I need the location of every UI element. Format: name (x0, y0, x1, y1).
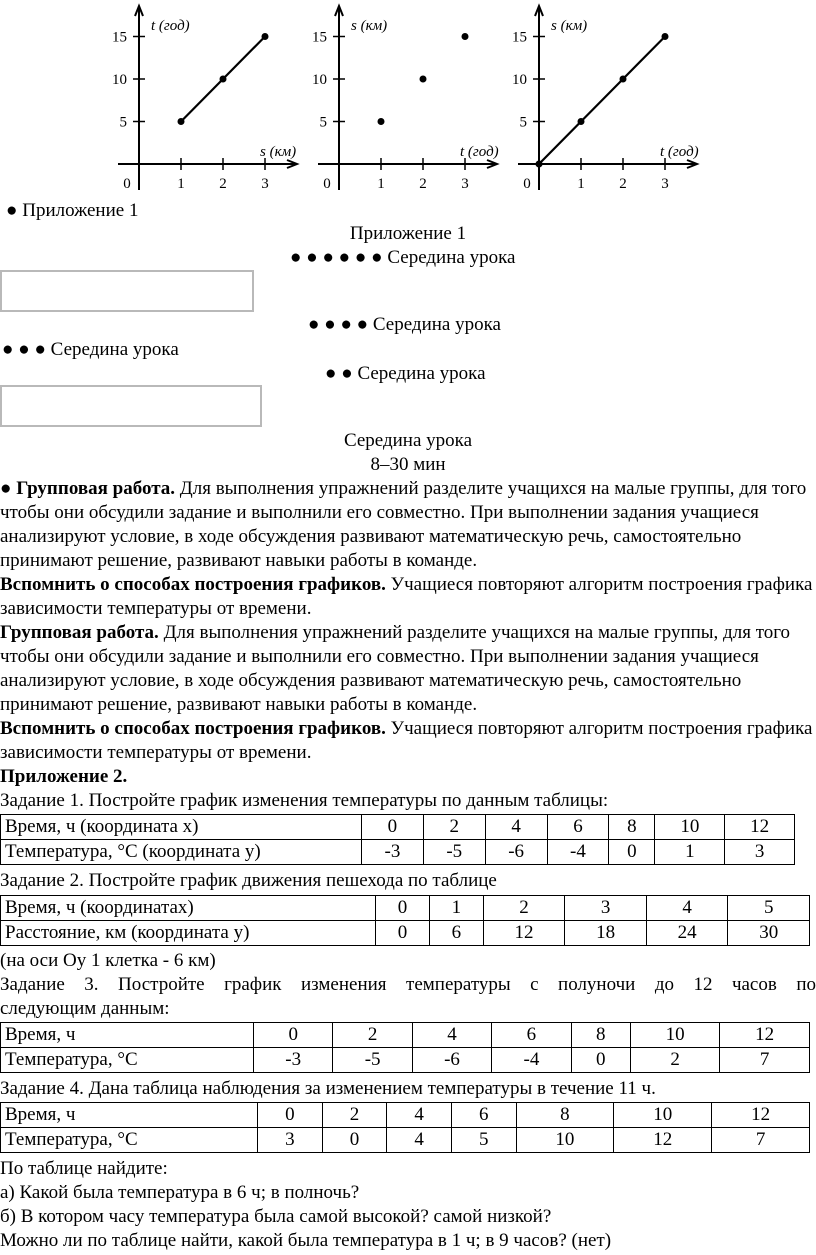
table-cell: 12 (712, 1103, 810, 1128)
task2-title: Задание 2. Постройте график движения пешехода по таблице (0, 870, 497, 891)
data-point (620, 76, 627, 83)
table-cell: -5 (423, 840, 485, 865)
data-point (662, 33, 669, 40)
graph-2-content (312, 6, 499, 192)
table-cell: 0 (571, 1048, 630, 1073)
x-tick-label: 2 (619, 176, 627, 192)
x-tick-label: 0 (323, 176, 331, 192)
table-cell: 10 (516, 1128, 614, 1153)
table-cell: 1 (655, 840, 725, 865)
table-cell: 4 (646, 896, 728, 921)
data-point (262, 33, 269, 40)
table-cell: 10 (630, 1023, 720, 1048)
data-point (536, 161, 543, 168)
data-point (578, 118, 585, 125)
table-cell: 8 (516, 1103, 614, 1128)
y-tick-label: 5 (519, 114, 527, 131)
table-cell: -4 (547, 840, 609, 865)
data-point (462, 33, 469, 40)
table-cell: 18 (565, 921, 647, 946)
task3-title-line1: Задание 3. Постройте график изменения температуры с полуночи до 12 часов по (0, 974, 816, 995)
table-cell: 0 (376, 921, 430, 946)
y-tick-label: 5 (119, 114, 127, 131)
x-tick-label: 3 (461, 176, 469, 192)
table-row (1, 1023, 810, 1048)
table-cell: 0 (609, 840, 655, 865)
table-row (1, 1048, 810, 1073)
table-cell: 5 (728, 896, 810, 921)
recall-heading-1: Вспомнить о способах построения графиков. (0, 574, 386, 595)
table-row (1, 921, 810, 946)
table-cell: 0 (362, 815, 424, 840)
graph-1 (110, 0, 310, 200)
x-tick-label: 0 (523, 176, 531, 192)
table-cell: 3 (258, 1128, 323, 1153)
x-axis-label: t (год) (660, 144, 699, 160)
table-cell: Время, ч (1, 1023, 254, 1048)
group-work-paragraph-1 (0, 477, 816, 573)
table-cell: 30 (728, 921, 810, 946)
table-cell: Время, ч (координата х) (1, 815, 362, 840)
table-row (1, 840, 795, 865)
group-work-text-1: Для выполнения упражнений разделите учащихся на малые группы, для того чтобы они обсудили задание и выполнили его совместно. При выполнении задания учащиеся анализируют условие, в ходе обсуждения развивают математическую речь, самостоятельно принимают решение, развивают навыки работы в команде. (0, 478, 807, 571)
x-tick-label: 2 (219, 176, 227, 192)
task1-title: Задание 1. Постройте график изменения температуры по данным таблицы: (0, 790, 609, 811)
image-placeholder-2 (0, 385, 262, 427)
table-cell: 4 (485, 815, 547, 840)
y-tick-label: 15 (512, 29, 527, 46)
data-point (178, 118, 185, 125)
table-cell: 2 (630, 1048, 720, 1073)
table-cell: 2 (333, 1023, 412, 1048)
question-c: Можно ли по таблице найти, какой была температура в 1 ч; в 9 часов? (нет) (0, 1230, 612, 1251)
table-row (1, 815, 795, 840)
x-tick-label: 1 (177, 176, 185, 192)
recall-text-1: Учащиеся повторяют алгоритм построения графика зависимости температуры от времени. (0, 574, 813, 619)
x-tick-label: 2 (419, 176, 427, 192)
table-cell: 12 (720, 1023, 810, 1048)
group-work-text-2: Для выполнения упражнений разделите учащихся на малые группы, для того чтобы они обсудили задание и выполнили его совместно. При выполнении задания учащиеся анализируют условие, в ходе обсуждения развивают математическую речь, самостоятельно принимают решение, развивают навыки работы в команде. (0, 622, 791, 715)
y-tick-label: 5 (319, 114, 327, 131)
table-cell: -3 (254, 1048, 333, 1073)
table-cell: 0 (254, 1023, 333, 1048)
table-cell: Время, ч (1, 1103, 258, 1128)
table-cell: 4 (387, 1103, 452, 1128)
table-cell: 4 (412, 1023, 491, 1048)
table-cell: 12 (614, 1128, 712, 1153)
mid-label-5: Середина урока (343, 430, 473, 451)
x-tick-label: 3 (261, 176, 269, 192)
table-cell: 4 (387, 1128, 452, 1153)
table-cell: -3 (362, 840, 424, 865)
graph-3-content (512, 6, 699, 192)
graph-1-content (112, 6, 297, 192)
table-cell: Температура, °С (1, 1128, 258, 1153)
task3-table (0, 1022, 810, 1073)
table-cell: 0 (376, 896, 430, 921)
x-axis-label: t (год) (460, 144, 499, 160)
time-label: 8–30 мин (370, 454, 446, 475)
y-tick-label: 15 (312, 29, 327, 46)
task2-note: (на оси Оу 1 клетка - 6 км) (0, 950, 216, 971)
table-row (1, 1128, 810, 1153)
table-cell: 6 (429, 921, 483, 946)
recall-paragraph-2 (0, 717, 816, 765)
group-work-paragraph-2 (0, 621, 816, 717)
table-cell: Температура, °С (координата у) (1, 840, 362, 865)
recall-heading-2: Вспомнить о способах построения графиков. (0, 718, 386, 739)
graph-2 (310, 0, 510, 200)
data-line (539, 37, 665, 165)
group-work-heading-2: Групповая работа. (0, 622, 159, 643)
table-cell: 2 (423, 815, 485, 840)
table-cell: 7 (720, 1048, 810, 1073)
question-a: а) Какой была температура в 6 ч; в полночь? (0, 1182, 360, 1203)
y-tick-label: 15 (112, 29, 127, 46)
table-row (1, 896, 810, 921)
table-cell: 6 (547, 815, 609, 840)
table-cell: -6 (412, 1048, 491, 1073)
appendix1-title: Приложение 1 (349, 223, 467, 244)
table-cell: 24 (646, 921, 728, 946)
x-axis-label: s (км) (260, 144, 297, 160)
table-cell: 6 (451, 1103, 516, 1128)
question-b: б) В котором часу температура была самой высокой? самой низкой? (0, 1206, 552, 1227)
x-tick-label: 1 (377, 176, 385, 192)
mid-label-4: ● ● Середина урока (325, 363, 486, 384)
questions-intro: По таблице найдите: (0, 1158, 168, 1179)
task4-table (0, 1102, 810, 1153)
x-tick-label: 1 (577, 176, 585, 192)
table-cell: 12 (483, 921, 565, 946)
data-point (378, 118, 385, 125)
group-work-heading-1: ● Групповая работа. (0, 478, 176, 499)
y-tick-label: 10 (512, 72, 527, 88)
table-cell: 8 (609, 815, 655, 840)
table-cell: 2 (483, 896, 565, 921)
table-cell: 8 (571, 1023, 630, 1048)
table-cell: -6 (485, 840, 547, 865)
table-cell: 12 (725, 815, 795, 840)
y-tick-label: 10 (112, 72, 127, 88)
x-tick-label: 0 (123, 176, 131, 192)
mid-label-2: ● ● ● ● Середина урока (308, 314, 501, 335)
table-cell: Время, ч (координатах) (1, 896, 376, 921)
table-cell: 2 (322, 1103, 387, 1128)
table-cell: -4 (492, 1048, 571, 1073)
mid-label-1: ● ● ● ● ● ● Середина урока (290, 247, 516, 268)
graph-3 (510, 0, 720, 200)
table-cell: 3 (725, 840, 795, 865)
y-tick-label: 10 (312, 72, 327, 88)
image-placeholder-1 (0, 270, 254, 312)
y-axis-label: s (км) (551, 18, 588, 34)
x-tick-label: 3 (661, 176, 669, 192)
table-cell: 10 (614, 1103, 712, 1128)
table-cell: 5 (451, 1128, 516, 1153)
table-cell: -5 (333, 1048, 412, 1073)
task4-title: Задание 4. Дана таблица наблюдения за изменением температуры в течение 11 ч. (0, 1078, 656, 1099)
table-cell: 1 (429, 896, 483, 921)
table-cell: 0 (258, 1103, 323, 1128)
task3-title-line2: следующим данным: (0, 998, 170, 1019)
table-cell: 0 (322, 1128, 387, 1153)
mid-label-3: ● ● ● Середина урока (2, 339, 179, 360)
appendix2-heading: Приложение 2. (0, 766, 128, 787)
task2-table (0, 895, 810, 946)
table-cell: Расстояние, км (координата у) (1, 921, 376, 946)
recall-paragraph-1 (0, 573, 816, 621)
y-axis-label: s (км) (351, 18, 388, 34)
y-axis-label: t (год) (151, 18, 190, 34)
table-cell: 3 (565, 896, 647, 921)
recall-text-2: Учащиеся повторяют алгоритм построения графика зависимости температуры от времени. (0, 718, 813, 763)
table-cell: 10 (655, 815, 725, 840)
table-cell: 7 (712, 1128, 810, 1153)
appendix1-bullet-label: ● Приложение 1 (6, 200, 139, 221)
data-point (420, 76, 427, 83)
data-point (220, 76, 227, 83)
task1-table (0, 814, 795, 865)
table-cell: 6 (492, 1023, 571, 1048)
table-row (1, 1103, 810, 1128)
table-cell: Температура, °С (1, 1048, 254, 1073)
